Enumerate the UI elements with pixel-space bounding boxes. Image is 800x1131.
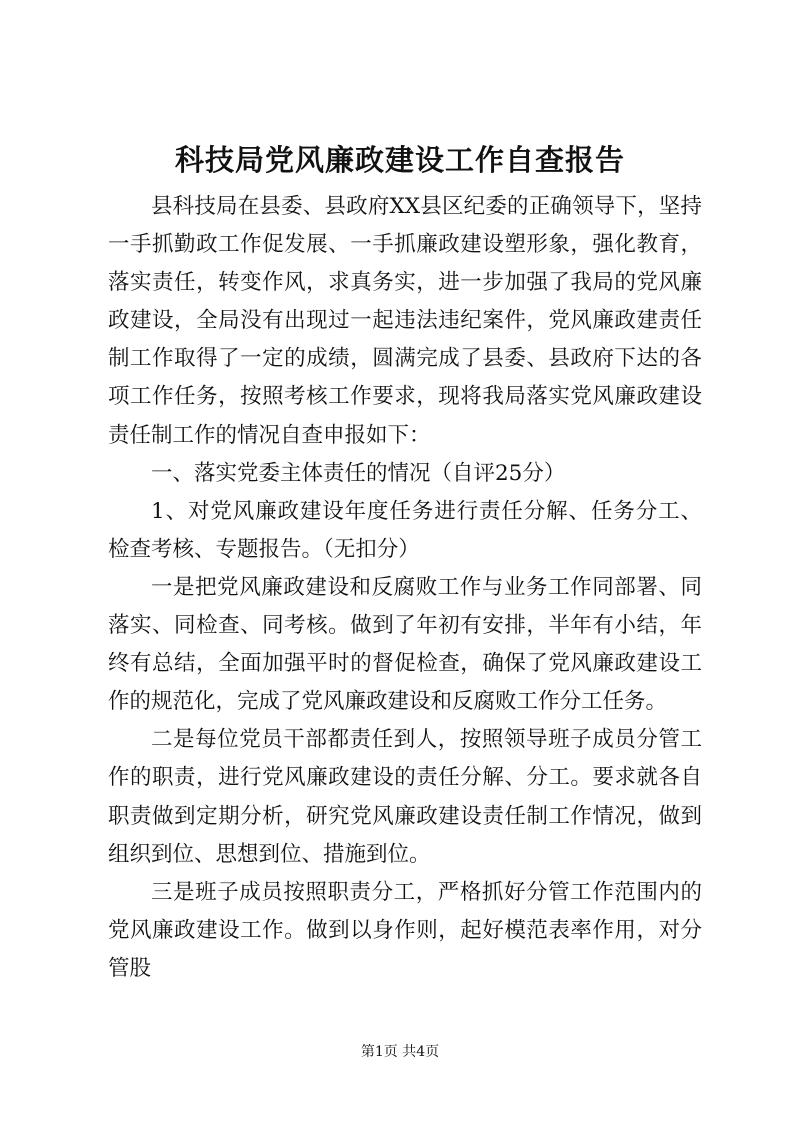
paragraph-point-3: 三是班子成员按照职责分工，严格抓好分管工作范围内的党风廉政建设工作。做到以身作则，起好模范表率作用，对分管股 <box>108 879 702 981</box>
paragraph-intro: 县科技局在县委、县政府XX县区纪委的正确领导下，坚持一手抓勤政工作促发展、一手抓廉政建设塑形象，强化教育，落实责任，转变作风，求真务实，进一步加强了我局的党风廉政建设，全局没有出现过一起违法违纪案件，党风廉政建责任制工作取得了一定的成绩，圆满完成了县委、县政府下达的各项工作任务，按照考核工作要求，现将我局落实党风廉政建设责任制工作的情况自查申报如下： <box>108 194 702 448</box>
document-title: 科技局党风廉政建设工作自查报告 <box>174 143 625 177</box>
page-number: 第1页 共4页 <box>360 1044 440 1060</box>
paragraph-section-heading: 一、落实党委主体责任的情况（自评25分） <box>151 460 566 486</box>
paragraph-item-1: 1、对党风廉政建设年度任务进行责任分解、任务分工、检查考核、专题报告。（无扣分） <box>108 498 702 562</box>
paragraph-point-1: 一是把党风廉政建设和反腐败工作与业务工作同部署、同落实、同检查、同考核。做到了年初有安排，半年有小结，年终有总结，全面加强平时的督促检查，确保了党风廉政建设工作的规范化，完成了党风廉政建设和反腐败工作分工任务。 <box>108 574 702 715</box>
document-body <box>108 188 702 988</box>
paragraph-point-2: 二是每位党员干部都责任到人，按照领导班子成员分管工作的职责，进行党风廉政建设的责任分解、分工。要求就各自职责做到定期分析，研究党风廉政建设责任制工作情况，做到组织到位、思想到位、措施到位。 <box>108 727 702 867</box>
